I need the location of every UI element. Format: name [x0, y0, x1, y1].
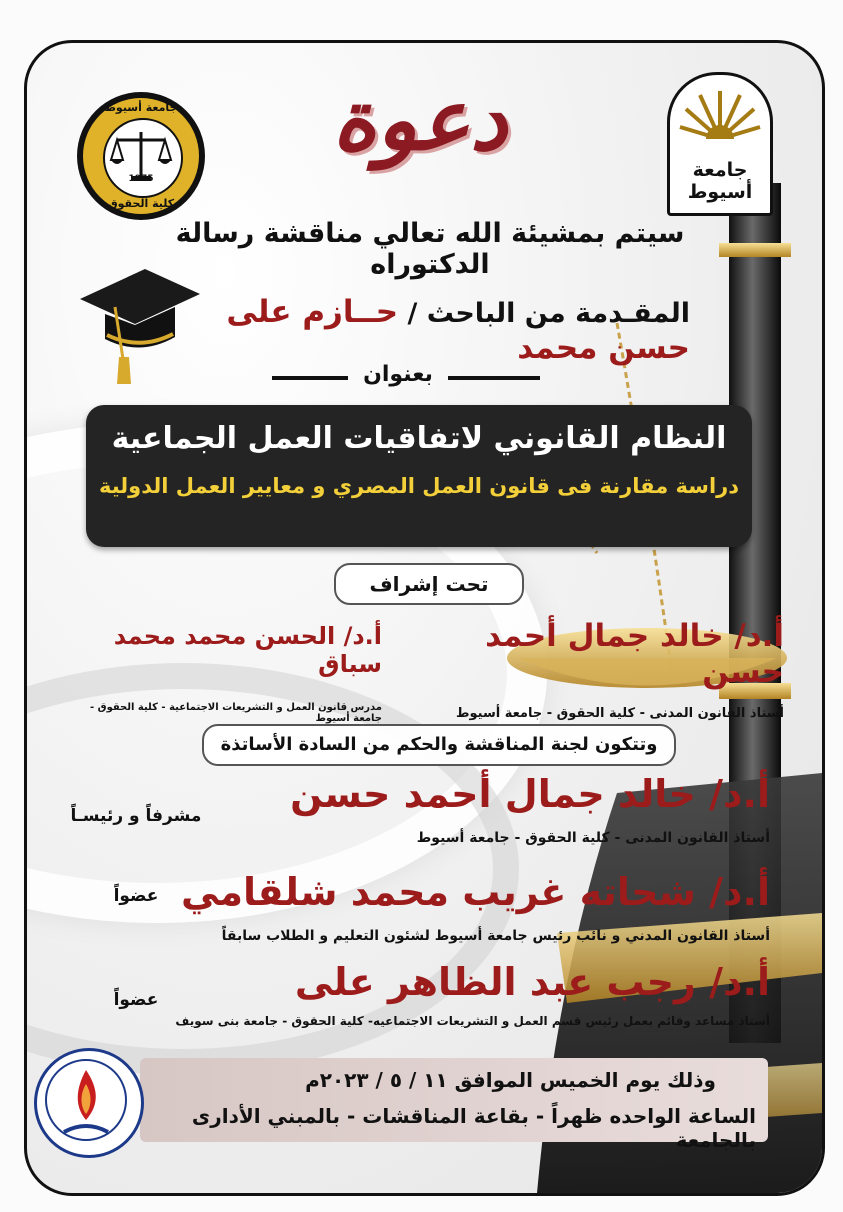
invitation-title: دعوة — [332, 70, 508, 169]
member-role: عضواً — [113, 886, 159, 906]
event-date: وذلك يوم الخميس الموافق ١١ / ٥ / ٢٠٢٣م — [305, 1068, 716, 1092]
member-name: أ.د/ شحاته غريب محمد شلقامي — [181, 870, 770, 914]
supervisor-2 — [60, 622, 382, 724]
presenter-line — [150, 294, 690, 366]
member-name: أ.د/ خالد جمال أحمد حسن — [290, 772, 770, 816]
member-title: أستاذ مساعد وقائم بعمل رئيس قسم العمل و التشريعات الاجتماعيه- كلية الحقوق - جامعة بنى سويف — [175, 1014, 770, 1028]
member-title: أستاذ القانون المدنى - كلية الحقوق - جامعة أسيوط — [416, 830, 770, 846]
supervisor-title: أستاذ القانون المدنى - كلية الحقوق - جامعة أسيوط — [455, 706, 784, 721]
supervisor-name: أ.د/ الحسن محمد محمد سباق — [113, 622, 382, 678]
thesis-title-banner — [86, 405, 752, 547]
seal-top-text: جامعة أسيوط — [104, 101, 178, 114]
divider-left — [272, 376, 348, 380]
flame-emblem-icon — [34, 1048, 138, 1152]
member-name: أ.د/ رجب عبد الظاهر على — [294, 960, 770, 1004]
thesis-subtitle: دراسة مقارنة فى قانون العمل المصري و معايير العمل الدولية — [98, 474, 740, 498]
seal-year: 1975 — [128, 174, 154, 184]
sunrise-emblem-icon — [670, 79, 770, 159]
member-role: مشرفاً و رئيسـاً — [70, 806, 202, 826]
supervisor-name: أ.د/ خالد جمال أحمد حسن — [485, 618, 784, 690]
event-time-place: الساعة الواحده ظهراً - بقاعة المناقشات - بالمبني الأدارى بالجامعة — [191, 1104, 756, 1152]
university-logo — [667, 72, 773, 216]
thesis-main-title: النظام القانوني لاتفاقيات العمل الجماعية — [111, 421, 727, 456]
print-unit-seal — [34, 1048, 144, 1158]
committee-member-3 — [160, 960, 770, 1028]
faculty-of-law-seal — [77, 92, 205, 220]
supervision-label: تحت إشراف — [334, 563, 524, 605]
presenter-name: حــازم على حسن محمد — [226, 294, 690, 366]
committee-member-1 — [240, 772, 770, 846]
supervisor-title: مدرس قانون العمل و التشريعات الاجتماعية - كلية الحقوق - جامعة أسيوط — [90, 702, 382, 724]
member-role: عضواً — [113, 990, 159, 1010]
member-title: أستاذ القانون المدني و نائب رئيس جامعة أسيوط لشئون التعليم و الطلاب سابقاً — [221, 928, 770, 944]
divider-right — [448, 376, 540, 380]
supervisor-1 — [440, 618, 784, 721]
committee-member-2 — [176, 870, 770, 944]
committee-label: وتتكون لجنة المناقشة والحكم من السادة الأساتذة — [202, 724, 676, 766]
intro-line: سيتم بمشيئة الله تعالي مناقشة رسالة الدكتوراه — [175, 218, 685, 280]
titled-label: بعنوان — [363, 362, 433, 387]
presenter-prefix: المقـدمة من الباحث / — [407, 298, 690, 329]
event-details-footer — [140, 1058, 768, 1152]
university-logo-text: جامعة أسيوط — [687, 159, 753, 203]
seal-bottom-text: كلية الحقوق — [107, 197, 175, 210]
